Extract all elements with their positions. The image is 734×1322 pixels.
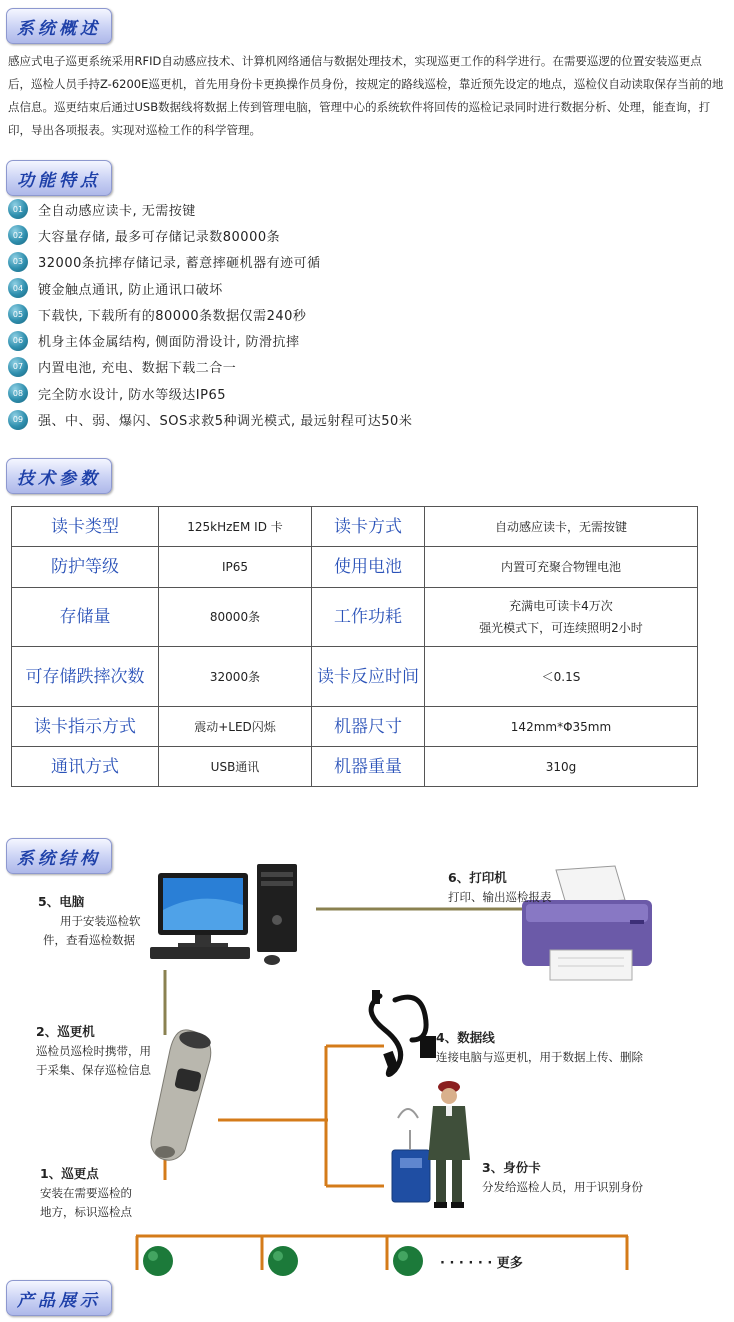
feature-number-badge: 04 bbox=[8, 278, 28, 298]
spec-label: 通讯方式 bbox=[12, 747, 159, 787]
spec-value: 80000条 bbox=[159, 588, 312, 647]
section-features-title: 功能特点 bbox=[17, 170, 101, 191]
cable-title: 4、数据线 bbox=[436, 1030, 495, 1045]
printer-desc: 打印、输出巡检报表 bbox=[448, 890, 552, 904]
feature-item bbox=[8, 222, 708, 248]
spec-value: 310g bbox=[425, 747, 698, 787]
feature-number-badge: 07 bbox=[8, 357, 28, 377]
table-row bbox=[12, 547, 698, 588]
feature-item bbox=[8, 249, 708, 275]
patrol-title: 2、巡更机 bbox=[36, 1024, 95, 1039]
checkpoint-desc-line: 安装在需要巡检的 bbox=[40, 1186, 132, 1200]
spec-value: USB通讯 bbox=[159, 747, 312, 787]
patrol-desc-line: 于采集、保存巡检信息 bbox=[36, 1063, 151, 1077]
spec-table bbox=[11, 506, 698, 787]
spec-value: 自动感应读卡，无需按键 bbox=[425, 507, 698, 547]
computer-desc-line: 件，查看巡检数据 bbox=[43, 933, 135, 947]
section-showcase-title: 产品展示 bbox=[17, 1290, 101, 1311]
computer-title: 5、电脑 bbox=[38, 894, 85, 909]
spec-label: 可存储跌摔次数 bbox=[12, 647, 159, 707]
feature-number-badge: 01 bbox=[8, 199, 28, 219]
checkpoint-desc-line: 地方，标识巡检点 bbox=[40, 1205, 132, 1219]
checkpoint-icon bbox=[143, 1246, 173, 1276]
table-row bbox=[12, 507, 698, 547]
card-desc: 分发给巡检人员，用于识别身份 bbox=[482, 1180, 643, 1194]
feature-text: 机身主体金属结构, 侧面防滑设计, 防滑抗摔 bbox=[38, 335, 300, 351]
feature-item bbox=[8, 327, 708, 353]
intro-paragraph: 感应式电子巡更系统采用RFID自动感应技术、计算机网络通信与数据处理技术，实现巡更工作的科学进行。在需要巡逻的位置安装巡更点后，巡检人员手持Z-6200E巡更机，首先用身份卡更换操作员身份，按规定的路线巡检，靠近预先设定的地点，巡检仪自动读取保存当前的地点信息。巡更结束后通过USB数据线将数据上传到管理电脑，管理中心的系统软件将回传的巡检记录同时进行数据分析、处理，能查询，打印，导出各项报表。实现对巡检工作的科学管理。 bbox=[8, 54, 724, 137]
spec-value-line: 强光模式下，可连续照明2小时 bbox=[479, 621, 643, 635]
feature-number-badge: 06 bbox=[8, 331, 28, 351]
spec-value: ＜0.1S bbox=[425, 647, 698, 707]
feature-text: 大容量存储, 最多可存储记录数80000条 bbox=[38, 229, 281, 245]
feature-item bbox=[8, 380, 708, 406]
printer-title: 6、打印机 bbox=[448, 870, 507, 885]
checkpoint-title: 1、巡更点 bbox=[40, 1166, 99, 1181]
computer-desc-line: 用于安装巡检软 bbox=[60, 914, 141, 928]
spec-label: 读卡指示方式 bbox=[12, 707, 159, 747]
spec-label: 机器重量 bbox=[312, 747, 425, 787]
cable-desc: 连接电脑与巡更机，用于数据上传、删除 bbox=[436, 1050, 643, 1064]
guard-figure-icon bbox=[428, 1081, 470, 1208]
system-structure-diagram bbox=[0, 840, 734, 1280]
checkpoint-icon bbox=[393, 1246, 423, 1276]
section-params-title: 技术参数 bbox=[17, 468, 101, 489]
more-checkpoints-label: · · · · · · 更多 bbox=[440, 1256, 523, 1271]
spec-label: 读卡类型 bbox=[12, 507, 159, 547]
spec-label: 读卡反应时间 bbox=[312, 647, 425, 707]
section-params-tag bbox=[6, 458, 112, 494]
table-row bbox=[12, 747, 698, 787]
feature-number-badge: 09 bbox=[8, 410, 28, 430]
patrol-device-icon bbox=[151, 1029, 212, 1160]
feature-number-badge: 08 bbox=[8, 383, 28, 403]
spec-label: 使用电池 bbox=[312, 547, 425, 588]
spec-label: 工作功耗 bbox=[312, 588, 425, 647]
feature-item bbox=[8, 301, 708, 327]
table-row bbox=[12, 647, 698, 707]
spec-value-multiline bbox=[425, 588, 698, 647]
spec-label: 机器尺寸 bbox=[312, 707, 425, 747]
spec-value: 142mm*Φ35mm bbox=[425, 707, 698, 747]
spec-value-line: 充满电可读卡4万次 bbox=[509, 599, 613, 613]
computer-label bbox=[38, 892, 141, 950]
feature-text: 32000条抗摔存储记录, 蓄意摔砸机器有迹可循 bbox=[38, 256, 321, 272]
data-cable-label bbox=[436, 1028, 643, 1067]
spec-label: 存储量 bbox=[12, 588, 159, 647]
feature-text: 完全防水设计, 防水等级达IP65 bbox=[38, 387, 226, 403]
spec-label: 读卡方式 bbox=[312, 507, 425, 547]
table-row bbox=[12, 588, 698, 647]
table-row bbox=[12, 707, 698, 747]
data-cable-icon bbox=[371, 990, 436, 1075]
spec-value: 32000条 bbox=[159, 647, 312, 707]
section-features-tag bbox=[6, 160, 112, 196]
id-card-label bbox=[482, 1158, 643, 1197]
section-overview-title: 系统概述 bbox=[17, 18, 101, 39]
spec-value: 内置可充聚合物锂电池 bbox=[425, 547, 698, 588]
section-structure-title: 系统结构 bbox=[17, 848, 101, 869]
patrol-desc-line: 巡检员巡检时携带，用 bbox=[36, 1044, 151, 1058]
feature-number-badge: 05 bbox=[8, 304, 28, 324]
checkpoint-label bbox=[40, 1164, 132, 1222]
feature-item bbox=[8, 275, 708, 301]
spec-value: 125kHzEM ID 卡 bbox=[159, 507, 312, 547]
feature-list bbox=[8, 196, 708, 433]
feature-number-badge: 03 bbox=[8, 252, 28, 272]
spec-value: IP65 bbox=[159, 547, 312, 588]
computer-icon bbox=[150, 864, 297, 965]
spec-label: 防护等级 bbox=[12, 547, 159, 588]
id-card-icon bbox=[392, 1109, 430, 1202]
feature-text: 强、中、弱、爆闪、SOS求救5种调光模式, 最远射程可达50米 bbox=[38, 414, 413, 430]
feature-item bbox=[8, 196, 708, 222]
printer-label bbox=[448, 868, 552, 907]
spec-value: 震动+LED闪烁 bbox=[159, 707, 312, 747]
feature-text: 全自动感应读卡, 无需按键 bbox=[38, 203, 196, 219]
feature-number-badge: 02 bbox=[8, 225, 28, 245]
section-showcase-tag bbox=[6, 1280, 112, 1316]
card-title: 3、身份卡 bbox=[482, 1160, 541, 1175]
feature-text: 镀金触点通讯, 防止通讯口破坏 bbox=[38, 282, 223, 298]
feature-text: 内置电池, 充电、数据下载二合一 bbox=[38, 361, 237, 377]
feature-item bbox=[8, 354, 708, 380]
checkpoint-icon bbox=[268, 1246, 298, 1276]
section-overview-tag bbox=[6, 8, 112, 44]
feature-item bbox=[8, 406, 708, 432]
feature-text: 下载快, 下载所有的80000条数据仅需240秒 bbox=[38, 308, 307, 324]
patrol-device-label bbox=[36, 1022, 151, 1080]
